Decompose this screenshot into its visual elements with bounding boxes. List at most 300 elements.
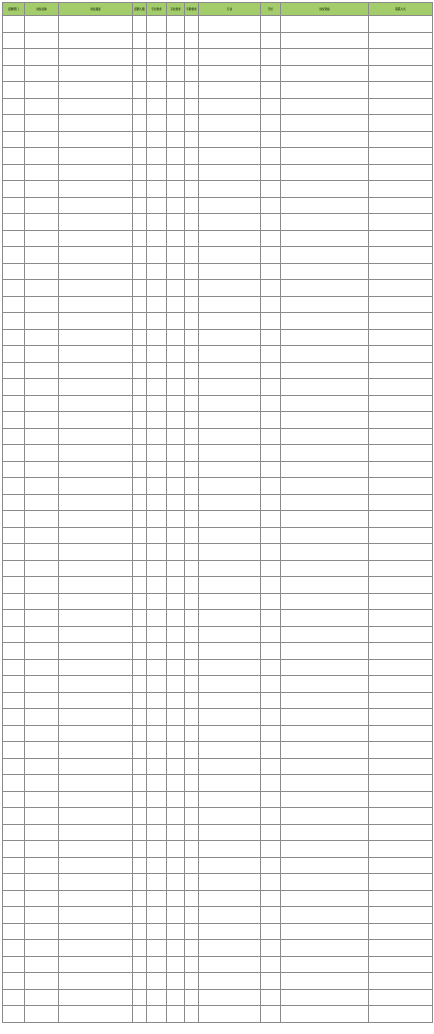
table-cell	[25, 445, 59, 462]
table-cell	[185, 593, 199, 610]
table-cell	[25, 313, 59, 330]
table-cell	[199, 49, 261, 66]
table-cell	[147, 841, 167, 858]
table-cell	[133, 362, 147, 379]
table-cell	[199, 824, 261, 841]
table-cell	[147, 973, 167, 990]
table-cell	[369, 1006, 433, 1023]
table-row	[3, 478, 433, 495]
table-row	[3, 857, 433, 874]
table-cell	[147, 478, 167, 495]
table-cell	[369, 907, 433, 924]
table-row	[3, 907, 433, 924]
table-cell	[369, 989, 433, 1006]
table-row	[3, 280, 433, 297]
table-cell	[147, 511, 167, 528]
table-cell	[133, 907, 147, 924]
table-cell	[281, 461, 369, 478]
table-cell	[59, 923, 133, 940]
table-cell	[199, 131, 261, 148]
table-cell	[133, 676, 147, 693]
table-cell	[133, 280, 147, 297]
table-cell	[281, 98, 369, 115]
header-headcount: 招聘人数	[133, 3, 147, 16]
header-age: 年龄要求	[185, 3, 199, 16]
table-cell	[25, 857, 59, 874]
table-cell	[59, 758, 133, 775]
table-cell	[167, 230, 185, 247]
table-cell	[3, 412, 25, 429]
table-cell	[167, 296, 185, 313]
table-cell	[185, 527, 199, 544]
table-cell	[261, 560, 281, 577]
table-cell	[167, 659, 185, 676]
table-cell	[167, 445, 185, 462]
table-cell	[25, 643, 59, 660]
table-cell	[369, 346, 433, 363]
table-cell	[369, 362, 433, 379]
table-cell	[25, 379, 59, 396]
table-cell	[369, 247, 433, 264]
table-cell	[59, 82, 133, 99]
table-cell	[185, 841, 199, 858]
table-cell	[25, 1006, 59, 1023]
table-cell	[167, 626, 185, 643]
table-cell	[185, 263, 199, 280]
table-cell	[3, 329, 25, 346]
table-cell	[369, 131, 433, 148]
table-cell	[185, 362, 199, 379]
table-cell	[147, 445, 167, 462]
table-cell	[147, 362, 167, 379]
table-cell	[25, 527, 59, 544]
table-cell	[185, 329, 199, 346]
table-cell	[369, 32, 433, 49]
table-cell	[147, 82, 167, 99]
table-cell	[199, 709, 261, 726]
table-cell	[199, 989, 261, 1006]
table-cell	[133, 709, 147, 726]
table-cell	[3, 82, 25, 99]
table-cell	[185, 164, 199, 181]
table-cell	[25, 659, 59, 676]
table-cell	[369, 676, 433, 693]
table-cell	[133, 544, 147, 561]
table-cell	[147, 857, 167, 874]
table-cell	[199, 181, 261, 198]
table-cell	[261, 544, 281, 561]
table-cell	[147, 395, 167, 412]
table-cell	[369, 956, 433, 973]
table-row	[3, 709, 433, 726]
table-row	[3, 527, 433, 544]
table-row	[3, 82, 433, 99]
table-cell	[281, 131, 369, 148]
table-cell	[369, 643, 433, 660]
table-cell	[261, 247, 281, 264]
table-cell	[133, 98, 147, 115]
table-cell	[167, 775, 185, 792]
table-cell	[59, 115, 133, 132]
table-cell	[369, 577, 433, 594]
table-cell	[59, 1006, 133, 1023]
table-cell	[133, 16, 147, 33]
table-cell	[199, 412, 261, 429]
table-cell	[281, 725, 369, 742]
table-cell	[147, 98, 167, 115]
table-cell	[3, 181, 25, 198]
table-cell	[3, 131, 25, 148]
table-cell	[133, 1006, 147, 1023]
table-cell	[147, 560, 167, 577]
table-cell	[133, 626, 147, 643]
table-cell	[185, 956, 199, 973]
table-cell	[261, 692, 281, 709]
table-cell	[281, 181, 369, 198]
table-cell	[199, 379, 261, 396]
table-cell	[167, 857, 185, 874]
table-cell	[147, 659, 167, 676]
table-cell	[185, 379, 199, 396]
table-cell	[185, 973, 199, 990]
table-cell	[261, 1006, 281, 1023]
table-cell	[133, 742, 147, 759]
table-cell	[261, 428, 281, 445]
table-cell	[167, 791, 185, 808]
table-cell	[133, 593, 147, 610]
table-cell	[3, 758, 25, 775]
table-cell	[25, 907, 59, 924]
table-cell	[199, 841, 261, 858]
table-cell	[281, 989, 369, 1006]
table-cell	[185, 692, 199, 709]
table-cell	[167, 148, 185, 165]
table-cell	[199, 643, 261, 660]
table-cell	[25, 676, 59, 693]
table-cell	[261, 874, 281, 891]
table-cell	[261, 82, 281, 99]
table-cell	[167, 32, 185, 49]
table-cell	[25, 98, 59, 115]
table-cell	[281, 758, 369, 775]
table-cell	[369, 181, 433, 198]
table-cell	[281, 659, 369, 676]
table-cell	[167, 560, 185, 577]
table-row	[3, 808, 433, 825]
table-cell	[59, 247, 133, 264]
table-cell	[369, 940, 433, 957]
table-cell	[185, 560, 199, 577]
table-cell	[147, 494, 167, 511]
table-cell	[25, 362, 59, 379]
table-cell	[185, 742, 199, 759]
table-cell	[261, 164, 281, 181]
table-cell	[59, 412, 133, 429]
table-cell	[261, 263, 281, 280]
table-cell	[199, 65, 261, 82]
table-cell	[25, 49, 59, 66]
table-cell	[147, 379, 167, 396]
table-cell	[185, 907, 199, 924]
table-cell	[25, 824, 59, 841]
table-row	[3, 32, 433, 49]
table-cell	[261, 989, 281, 1006]
table-cell	[3, 610, 25, 627]
table-cell	[261, 643, 281, 660]
table-cell	[199, 313, 261, 330]
table-cell	[133, 494, 147, 511]
table-cell	[185, 1006, 199, 1023]
table-cell	[133, 115, 147, 132]
table-cell	[147, 313, 167, 330]
table-cell	[25, 841, 59, 858]
table-cell	[147, 577, 167, 594]
table-row	[3, 973, 433, 990]
table-cell	[147, 907, 167, 924]
table-cell	[3, 164, 25, 181]
table-cell	[261, 379, 281, 396]
table-cell	[369, 511, 433, 528]
table-cell	[167, 527, 185, 544]
table-cell	[167, 263, 185, 280]
table-cell	[25, 280, 59, 297]
table-cell	[25, 626, 59, 643]
table-cell	[3, 874, 25, 891]
table-row	[3, 247, 433, 264]
table-row	[3, 395, 433, 412]
table-cell	[59, 428, 133, 445]
table-cell	[167, 115, 185, 132]
table-cell	[3, 775, 25, 792]
table-cell	[281, 857, 369, 874]
table-cell	[59, 131, 133, 148]
table-cell	[3, 841, 25, 858]
table-cell	[167, 1006, 185, 1023]
table-cell	[185, 775, 199, 792]
table-cell	[369, 626, 433, 643]
table-cell	[59, 907, 133, 924]
table-cell	[261, 923, 281, 940]
table-cell	[133, 379, 147, 396]
table-cell	[369, 428, 433, 445]
table-cell	[281, 527, 369, 544]
table-cell	[3, 544, 25, 561]
table-cell	[167, 709, 185, 726]
table-cell	[281, 626, 369, 643]
table-cell	[369, 824, 433, 841]
table-row	[3, 115, 433, 132]
table-cell	[185, 181, 199, 198]
table-cell	[59, 16, 133, 33]
table-cell	[147, 610, 167, 627]
table-cell	[199, 874, 261, 891]
table-cell	[59, 32, 133, 49]
table-cell	[281, 577, 369, 594]
table-cell	[261, 907, 281, 924]
table-cell	[25, 973, 59, 990]
table-cell	[3, 98, 25, 115]
table-cell	[3, 428, 25, 445]
table-cell	[59, 857, 133, 874]
table-cell	[261, 65, 281, 82]
table-cell	[167, 428, 185, 445]
table-row	[3, 577, 433, 594]
table-cell	[59, 610, 133, 627]
table-cell	[199, 527, 261, 544]
table-cell	[25, 461, 59, 478]
table-cell	[281, 907, 369, 924]
table-cell	[167, 16, 185, 33]
table-cell	[25, 181, 59, 198]
table-cell	[3, 725, 25, 742]
table-cell	[167, 907, 185, 924]
table-cell	[133, 214, 147, 231]
table-cell	[199, 907, 261, 924]
header-qualification: 岗位资格	[281, 3, 369, 16]
table-cell	[133, 428, 147, 445]
table-cell	[199, 395, 261, 412]
table-cell	[59, 973, 133, 990]
table-cell	[261, 362, 281, 379]
table-cell	[59, 989, 133, 1006]
table-cell	[281, 544, 369, 561]
table-row	[3, 791, 433, 808]
header-contact: 联系方式	[369, 3, 433, 16]
table-cell	[3, 280, 25, 297]
table-cell	[369, 758, 433, 775]
table-cell	[3, 692, 25, 709]
table-cell	[185, 478, 199, 495]
table-cell	[147, 32, 167, 49]
table-cell	[25, 296, 59, 313]
table-cell	[281, 313, 369, 330]
table-cell	[25, 874, 59, 891]
table-cell	[167, 313, 185, 330]
table-cell	[59, 511, 133, 528]
table-cell	[261, 313, 281, 330]
table-cell	[147, 247, 167, 264]
table-cell	[261, 940, 281, 957]
table-cell	[185, 346, 199, 363]
table-cell	[261, 808, 281, 825]
table-cell	[3, 49, 25, 66]
table-cell	[199, 725, 261, 742]
table-body	[3, 16, 433, 1023]
table-cell	[369, 791, 433, 808]
table-cell	[167, 131, 185, 148]
table-cell	[3, 808, 25, 825]
table-cell	[3, 478, 25, 495]
table-row	[3, 1006, 433, 1023]
table-cell	[199, 923, 261, 940]
table-cell	[147, 329, 167, 346]
table-cell	[3, 956, 25, 973]
table-cell	[261, 725, 281, 742]
table-cell	[199, 544, 261, 561]
table-cell	[199, 32, 261, 49]
table-cell	[261, 593, 281, 610]
table-cell	[281, 230, 369, 247]
table-cell	[369, 115, 433, 132]
table-cell	[133, 775, 147, 792]
table-cell	[133, 329, 147, 346]
table-cell	[199, 676, 261, 693]
table-cell	[59, 296, 133, 313]
table-cell	[281, 593, 369, 610]
header-degree: 学历	[261, 3, 281, 16]
table-cell	[25, 989, 59, 1006]
table-row	[3, 494, 433, 511]
table-cell	[281, 428, 369, 445]
table-cell	[133, 758, 147, 775]
table-cell	[59, 65, 133, 82]
table-cell	[185, 115, 199, 132]
table-cell	[199, 329, 261, 346]
table-row	[3, 346, 433, 363]
table-cell	[185, 511, 199, 528]
table-cell	[3, 346, 25, 363]
table-cell	[59, 956, 133, 973]
table-row	[3, 643, 433, 660]
table-cell	[25, 428, 59, 445]
table-cell	[59, 527, 133, 544]
table-cell	[261, 973, 281, 990]
table-cell	[199, 692, 261, 709]
table-cell	[133, 296, 147, 313]
table-cell	[261, 577, 281, 594]
table-cell	[133, 65, 147, 82]
table-cell	[185, 709, 199, 726]
table-cell	[261, 280, 281, 297]
table-cell	[369, 560, 433, 577]
table-cell	[25, 32, 59, 49]
table-cell	[199, 791, 261, 808]
table-cell	[281, 923, 369, 940]
table-cell	[369, 280, 433, 297]
table-cell	[369, 230, 433, 247]
table-cell	[185, 923, 199, 940]
table-row	[3, 263, 433, 280]
table-cell	[199, 857, 261, 874]
table-cell	[281, 379, 369, 396]
table-cell	[185, 643, 199, 660]
table-cell	[147, 230, 167, 247]
table-cell	[261, 445, 281, 462]
table-cell	[147, 742, 167, 759]
table-cell	[147, 676, 167, 693]
table-row	[3, 214, 433, 231]
table-cell	[281, 280, 369, 297]
table-cell	[147, 181, 167, 198]
table-cell	[185, 626, 199, 643]
table-cell	[199, 610, 261, 627]
header-position: 岗位名称	[25, 3, 59, 16]
table-cell	[185, 494, 199, 511]
table-cell	[167, 610, 185, 627]
table-cell	[185, 758, 199, 775]
table-cell	[185, 412, 199, 429]
table-cell	[369, 593, 433, 610]
table-cell	[147, 115, 167, 132]
recruitment-table	[2, 2, 433, 1023]
table-cell	[185, 577, 199, 594]
table-cell	[59, 362, 133, 379]
table-row	[3, 742, 433, 759]
table-row	[3, 230, 433, 247]
table-cell	[261, 32, 281, 49]
table-cell	[25, 247, 59, 264]
table-cell	[261, 214, 281, 231]
